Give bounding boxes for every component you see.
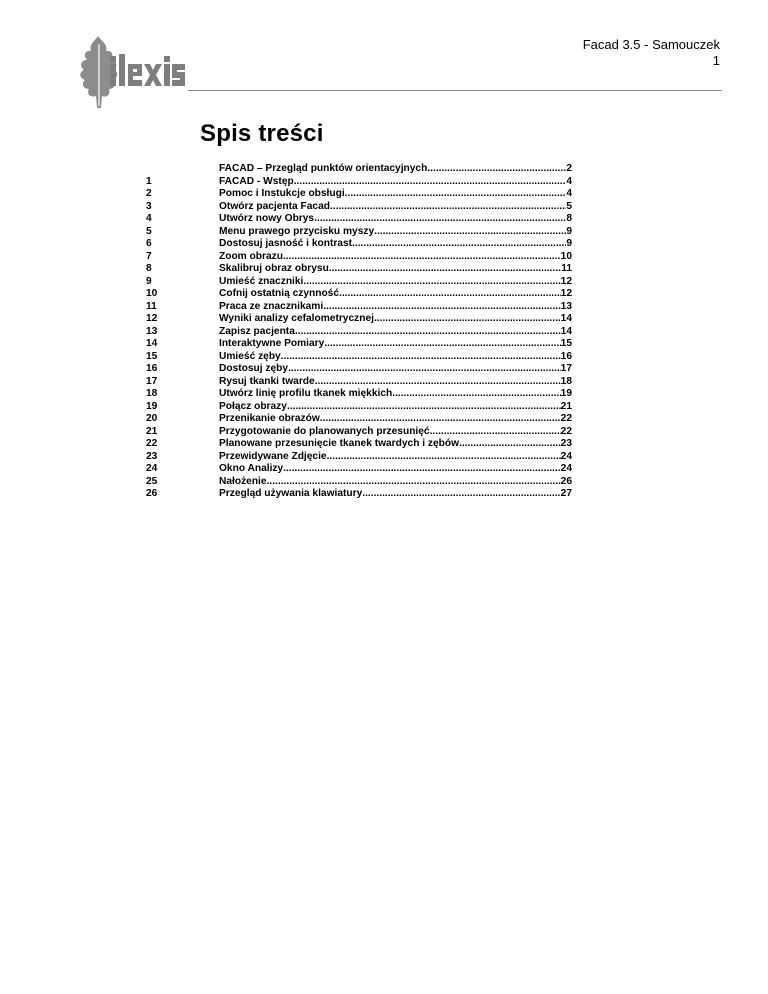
toc-entry[interactable] <box>146 226 572 239</box>
toc-entry-page: 12 <box>560 288 572 299</box>
page-number: 1 <box>712 53 720 68</box>
toc-entry-page: 11 <box>561 263 572 274</box>
toc-entry-page: 24 <box>560 450 572 462</box>
toc-leader-dots <box>314 213 566 226</box>
toc-entry-number: 15 <box>146 350 158 362</box>
toc-entry-line <box>219 376 572 389</box>
toc-entry[interactable] <box>146 351 572 364</box>
toc-leader-dots <box>374 313 561 326</box>
toc-entry-number: 6 <box>146 238 152 249</box>
toc-entry-line <box>219 388 572 401</box>
toc-leader-dots <box>315 376 561 389</box>
toc-entry-page: 18 <box>560 375 572 387</box>
toc-entry[interactable] <box>146 388 572 401</box>
toc-entry[interactable] <box>146 238 572 251</box>
toc-entry[interactable] <box>146 276 572 289</box>
toc-entry-page: 19 <box>560 388 572 399</box>
toc-entry-line <box>219 313 572 326</box>
toc-leader-dots <box>303 276 560 289</box>
toc-entry-title: Nałożenie <box>219 475 267 487</box>
toc-entry-line <box>219 476 572 489</box>
toc-entry[interactable] <box>146 438 572 451</box>
table-of-contents <box>146 163 572 501</box>
toc-leader-dots <box>287 401 561 414</box>
toc-entry[interactable] <box>146 251 572 264</box>
toc-entry-title: Wyniki analizy cefalometrycznej <box>219 313 374 324</box>
toc-entry-line <box>219 426 572 439</box>
toc-entry-line <box>219 338 572 351</box>
toc-entry-title: Utwórz linię profilu tkanek miękkich <box>219 388 393 399</box>
toc-leader-dots <box>283 463 561 476</box>
toc-entry-line <box>219 176 572 189</box>
document-title: Facad 3.5 - Samouczek <box>582 37 720 52</box>
header-divider <box>188 90 722 91</box>
toc-entry[interactable] <box>146 451 572 464</box>
toc-entry-page: 22 <box>560 425 572 437</box>
toc-entry-title: Przegląd używania klawiatury <box>219 488 363 499</box>
toc-leader-dots <box>352 238 566 251</box>
toc-entry-title: Menu prawego przycisku myszy <box>219 225 375 237</box>
toc-entry-title: Przygotowanie do planowanych przesunięć <box>219 425 430 437</box>
toc-leader-dots <box>427 163 566 176</box>
toc-entry[interactable] <box>146 213 572 226</box>
toc-entry-line <box>219 188 572 201</box>
toc-entry[interactable] <box>146 288 572 301</box>
toc-entry-line <box>219 201 572 214</box>
ilexis-logo <box>72 34 187 110</box>
toc-entry-page: 12 <box>560 275 572 287</box>
toc-entry[interactable] <box>146 463 572 476</box>
toc-entry-number: 2 <box>146 188 152 199</box>
toc-entry-page: 15 <box>560 338 572 349</box>
toc-entry[interactable] <box>146 401 572 414</box>
toc-entry[interactable] <box>146 363 572 376</box>
toc-entry[interactable] <box>146 488 572 501</box>
toc-entry-page: 16 <box>560 350 572 362</box>
toc-entry-title: Połącz obrazy <box>219 400 287 412</box>
toc-leader-dots <box>283 251 561 264</box>
toc-entry-title: Otwórz pacjenta Facad <box>219 200 330 212</box>
toc-entry-number: 26 <box>146 488 158 499</box>
toc-entry-title: Dostosuj zęby <box>219 363 289 374</box>
toc-leader-dots <box>267 476 561 489</box>
toc-entry[interactable] <box>146 176 572 189</box>
toc-entry-line <box>219 451 572 464</box>
toc-entry-number: 21 <box>146 425 158 437</box>
toc-entry-line <box>219 438 572 451</box>
toc-entry-title: Utwórz nowy Obrys <box>219 213 315 224</box>
toc-entry-page: 4 <box>566 175 572 187</box>
toc-entry-number: 18 <box>146 388 158 399</box>
toc-leader-dots <box>288 363 561 376</box>
toc-entry-number: 3 <box>146 200 152 212</box>
toc-entry-line <box>219 351 572 364</box>
toc-entry-number: 7 <box>146 250 152 262</box>
toc-leader-dots <box>330 201 566 214</box>
toc-entry-page: 8 <box>566 213 572 224</box>
toc-entry-title: Przewidywane Zdjęcie <box>219 450 327 462</box>
toc-entry-number: 8 <box>146 263 152 274</box>
toc-entry-number: 1 <box>146 175 152 187</box>
toc-entry-line <box>219 363 572 376</box>
toc-entry-line <box>219 251 572 264</box>
toc-entry-title: FACAD - Wstęp <box>219 175 294 187</box>
toc-entry-line <box>219 213 572 226</box>
toc-entry-line <box>219 326 572 339</box>
toc-entry[interactable] <box>146 426 572 439</box>
toc-entry-number: 19 <box>146 400 158 412</box>
toc-entry-page: 9 <box>566 238 572 249</box>
toc-entry-page: 14 <box>560 325 572 337</box>
toc-entry[interactable] <box>146 263 572 276</box>
toc-entry-title: Planowane przesunięcie tkanek twardych i zębów <box>219 438 460 449</box>
toc-entry-page: 17 <box>560 363 572 374</box>
toc-entry-title: Interaktywne Pomiary <box>219 338 325 349</box>
toc-entry-line <box>219 276 572 289</box>
toc-entry-title: Praca ze znacznikami <box>219 300 324 312</box>
toc-entry-title: Dostosuj jasność i kontrast <box>219 238 353 249</box>
toc-entry-page: 22 <box>560 413 572 424</box>
toc-leader-dots <box>392 388 560 401</box>
toc-entry-line <box>219 401 572 414</box>
toc-leader-dots <box>329 263 561 276</box>
toc-entry-number: 20 <box>146 413 158 424</box>
toc-leader-dots <box>339 288 561 301</box>
toc-leader-dots <box>295 326 561 339</box>
toc-entry-page: 23 <box>560 438 572 449</box>
toc-entry-line <box>219 288 572 301</box>
toc-leader-dots <box>320 413 561 426</box>
toc-entry-number: 5 <box>146 225 152 237</box>
toc-entry-number: 23 <box>146 450 158 462</box>
toc-entry-title: FACAD – Przegląd punktów orientacyjnych <box>219 163 428 174</box>
toc-entry-line <box>219 226 572 239</box>
leaf-icon <box>72 34 187 110</box>
toc-entry-page: 5 <box>566 200 572 212</box>
toc-entry-title: Skalibruj obraz obrysu <box>219 263 329 274</box>
toc-entry-line <box>219 301 572 314</box>
toc-entry[interactable] <box>146 326 572 339</box>
toc-entry-title: Umieść znaczniki <box>219 275 304 287</box>
toc-entry-number: 24 <box>146 463 158 474</box>
toc-entry-page: 26 <box>560 475 572 487</box>
toc-entry[interactable] <box>146 413 572 426</box>
toc-entry[interactable] <box>146 163 572 176</box>
toc-leader-dots <box>294 176 567 189</box>
toc-leader-dots <box>281 351 561 364</box>
toc-entry[interactable] <box>146 338 572 351</box>
toc-entry-title: Przenikanie obrazów <box>219 413 320 424</box>
page-header <box>583 37 720 69</box>
toc-entry-number: 13 <box>146 325 158 337</box>
toc-leader-dots <box>327 451 561 464</box>
toc-entry-page: 24 <box>560 463 572 474</box>
toc-entry-title: Zapisz pacjenta <box>219 325 295 337</box>
page-title: Spis treści <box>200 120 324 147</box>
toc-entry[interactable] <box>146 313 572 326</box>
toc-entry-number: 11 <box>146 300 157 312</box>
toc-entry-title: Cofnij ostatnią czynność <box>219 288 340 299</box>
toc-leader-dots <box>430 426 561 439</box>
toc-entry[interactable] <box>146 476 572 489</box>
toc-entry-page: 21 <box>560 400 572 412</box>
toc-leader-dots <box>324 338 560 351</box>
toc-leader-dots <box>374 226 566 239</box>
toc-entry-number: 9 <box>146 275 152 287</box>
toc-entry-page: 14 <box>560 313 572 324</box>
toc-entry-line <box>219 463 572 476</box>
toc-entry[interactable] <box>146 301 572 314</box>
toc-entry-page: 10 <box>560 250 572 262</box>
toc-entry-page: 9 <box>566 225 572 237</box>
toc-entry-number: 12 <box>146 313 158 324</box>
toc-entry-number: 4 <box>146 213 152 224</box>
toc-entry-number: 25 <box>146 475 158 487</box>
toc-entry-number: 16 <box>146 363 158 374</box>
toc-leader-dots <box>459 438 561 451</box>
toc-entry[interactable] <box>146 201 572 214</box>
toc-entry-title: Pomoc i Instukcje obsługi <box>219 188 345 199</box>
toc-leader-dots <box>323 301 560 314</box>
toc-entry-title: Okno Analizy <box>219 463 284 474</box>
toc-entry-line <box>219 163 572 176</box>
toc-entry-page: 2 <box>566 163 572 174</box>
toc-entry-number: 10 <box>146 288 158 299</box>
toc-leader-dots <box>345 188 567 201</box>
toc-entry-line <box>219 413 572 426</box>
toc-entry-line <box>219 238 572 251</box>
toc-entry-page: 13 <box>560 300 572 312</box>
toc-entry-title: Rysuj tkanki twarde <box>219 375 315 387</box>
toc-entry-title: Zoom obrazu <box>219 250 283 262</box>
toc-entry-number: 22 <box>146 438 158 449</box>
toc-entry-number: 17 <box>146 375 158 387</box>
toc-entry[interactable] <box>146 376 572 389</box>
toc-entry-number: 14 <box>146 338 158 349</box>
toc-entry[interactable] <box>146 188 572 201</box>
toc-entry-page: 27 <box>560 488 572 499</box>
toc-leader-dots <box>362 488 560 501</box>
toc-entry-page: 4 <box>566 188 572 199</box>
toc-entry-line <box>219 488 572 501</box>
toc-entry-line <box>219 263 572 276</box>
toc-entry-title: Umieść zęby <box>219 350 281 362</box>
